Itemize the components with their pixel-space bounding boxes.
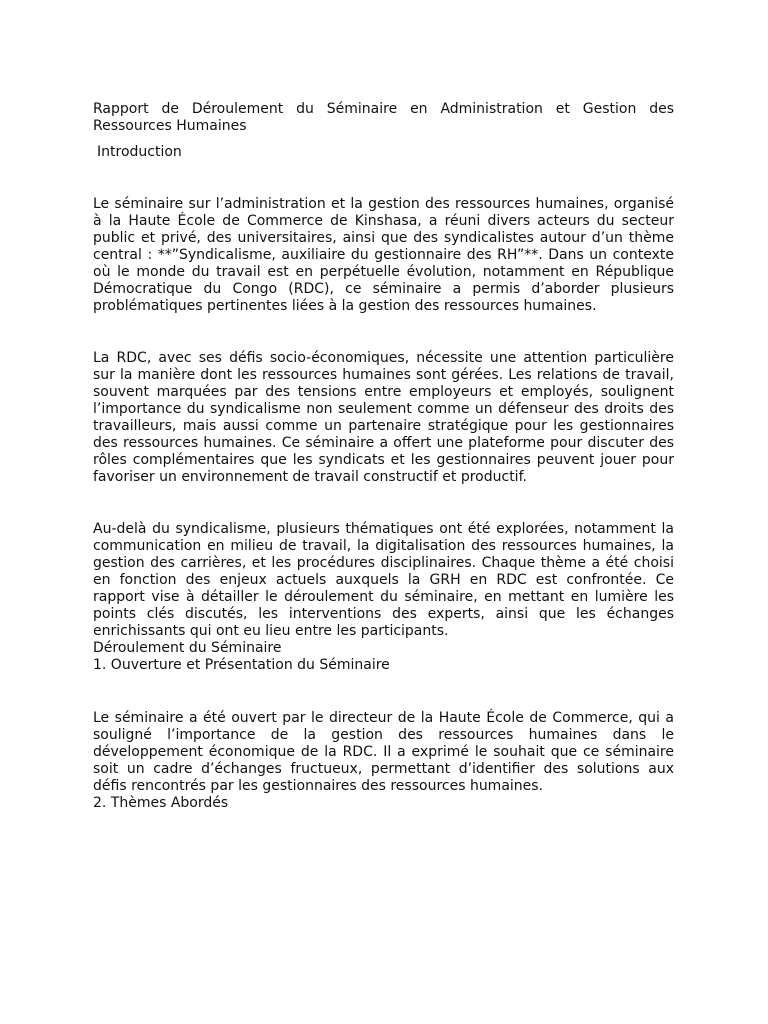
section-heading: Déroulement du Séminaire	[93, 640, 282, 656]
introduction-heading: Introduction	[97, 144, 182, 160]
document-title: Rapport de Déroulement du Séminaire en Administration et Gestion des Ressources Humaines	[93, 101, 674, 134]
subsection-1-paragraph: Le séminaire a été ouvert par le directeur de la Haute École de Commerce, qui a souligné l’importance de la gestion des ressources humaines dans le développement économique de la RDC. Il a exprimé le souhait que ce séminaire soit un cadre d’échanges fructueux, permettant d’identifier des solutions aux défis rencontrés par les gestionnaires des ressources humaines.	[93, 710, 674, 794]
intro-paragraph-1: Le séminaire sur l’administration et la gestion des ressources humaines, organisé à la Haute École de Commerce de Kinshasa, a réuni divers acteurs du secteur public et privé, des universitaires, ainsi que des syndicalistes autour d’un thème central : **”Syndicalisme, auxiliaire du gestionnaire des RH”**. Dans un contexte où le monde du travail est en perpétuelle évolution, notamment en République Démocratique du Congo (RDC), ce séminaire a permis d’aborder plusieurs problématiques pertinentes liées à la gestion des ressources humaines.	[93, 196, 674, 314]
intro-paragraph-2: La RDC, avec ses défis socio-économiques, nécessite une attention particulière sur la manière dont les ressources humaines sont gérées. Les relations de travail, souvent marquées par des tensions entre employeurs et employés, soulignent l’importance du syndicalisme non seulement comme un défenseur des droits des travailleurs, mais aussi comme un partenaire stratégique pour les gestionnaires des ressources humaines. Ce séminaire a offert une plateforme pour discuter des rôles complémentaires que les syndicats et les gestionnaires peuvent jouer pour favoriser un environnement de travail constructif et productif.	[93, 350, 674, 485]
subsection-2-heading: 2. Thèmes Abordés	[93, 795, 229, 811]
document-page	[93, 101, 674, 812]
subsection-1-heading: 1. Ouverture et Présentation du Séminaire	[93, 657, 390, 673]
intro-paragraph-3: Au-delà du syndicalisme, plusieurs thématiques ont été explorées, notamment la communication en milieu de travail, la digitalisation des ressources humaines, la gestion des carrières, et les procédures disciplinaires. Chaque thème a été choisi en fonction des enjeux actuels auxquels la GRH en RDC est confrontée. Ce rapport vise à détailler le déroulement du séminaire, en mettant en lumière les points clés discutés, les interventions des experts, ainsi que les échanges enrichissants qui ont eu lieu entre les participants.	[93, 521, 674, 639]
